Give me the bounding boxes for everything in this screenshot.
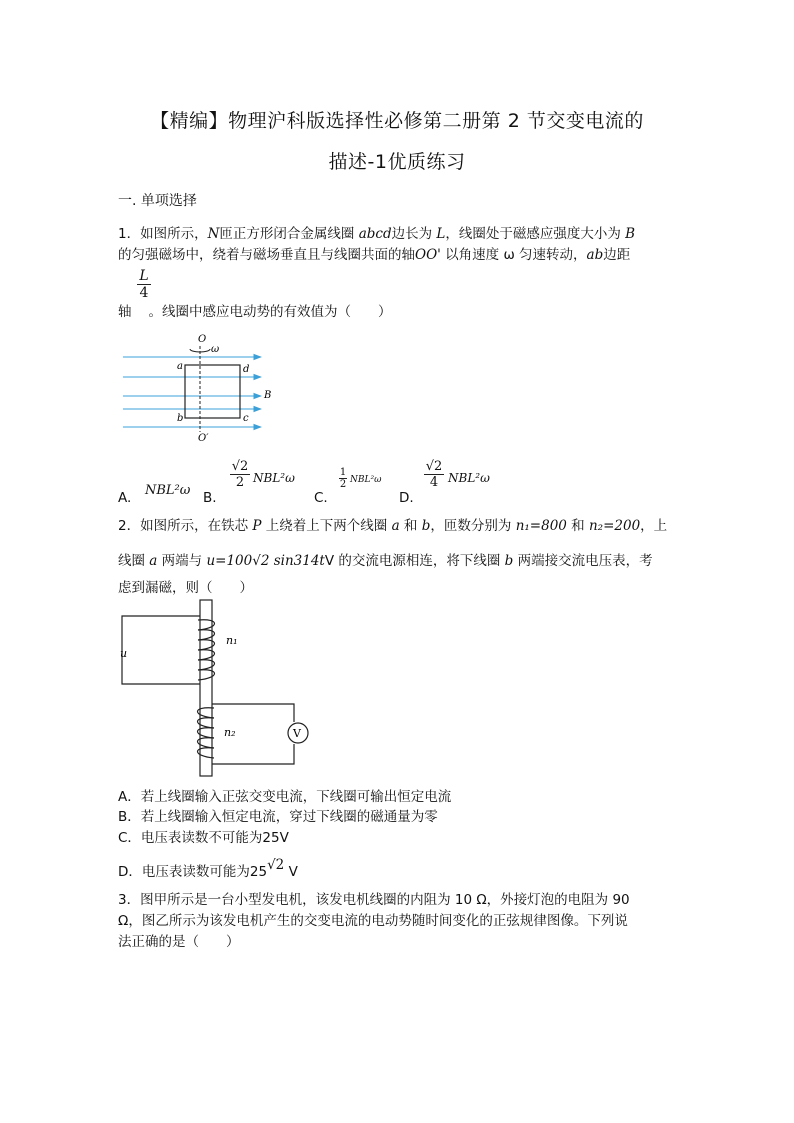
q1-line2: 的匀强磁场中，绕着与磁场垂直且与线圈共面的轴OO' 以角速度 ω 匀速转动，ab边距: [118, 247, 631, 263]
page-title-line2: 描述-1优质练习: [328, 151, 466, 173]
svg-text:V: V: [293, 727, 301, 740]
q1-option-c-value: NBL²ω: [350, 475, 382, 485]
q1-option-b-label: B.: [203, 490, 217, 506]
q2-line3: 虑到漏磁，则（ ）: [118, 580, 253, 596]
q1-option-a-value: NBL²ω: [145, 483, 191, 498]
q1-option-d-fraction: √2 4: [425, 459, 443, 490]
rotation-arrow-icon: [190, 349, 210, 352]
q1-figure: [118, 330, 278, 445]
q3-line3: 法正确的是（ ）: [118, 934, 240, 950]
iron-core: [200, 600, 212, 776]
svg-text:u: u: [120, 647, 128, 660]
svg-text:a: a: [177, 361, 183, 372]
q2-option-d: D．电压表读数可能为25√2 V: [118, 857, 298, 880]
q1-option-b-fraction: √2 2: [231, 459, 249, 490]
q2-line2: 线圈 a 两端与 u=100√2 sin314tV 的交流电源相连，将下线圈 b 两端接交流电压表，考: [118, 553, 653, 569]
square-coil: [185, 365, 240, 418]
q1-option-b-value: NBL²ω: [253, 471, 295, 485]
q1-line1: 1．如图所示，N匝正方形闭合金属线圈 abcd边长为 L，线圈处于磁感应强度大小为 B: [118, 226, 636, 242]
svg-text:O: O: [198, 334, 207, 345]
q2-option-c: C．电压表读数不可能为25V: [118, 830, 289, 846]
primary-circuit: [122, 616, 200, 684]
svg-text:n₁: n₁: [226, 634, 238, 647]
svg-text:n₂: n₂: [224, 726, 236, 739]
q3-line1: 3．图甲所示是一台小型发电机，该发电机线圈的内阻为 10 Ω，外接灯泡的电阻为 90: [118, 892, 630, 908]
q1-line3: 轴 。线圈中感应电动势的有效值为（ ）: [118, 304, 392, 320]
q1-option-c-label: C.: [314, 490, 328, 506]
q1-option-d-value: NBL²ω: [448, 471, 490, 485]
page-title-line1: 【精编】物理沪科版选择性必修第二册第 2 节交变电流的: [150, 110, 644, 132]
secondary-circuit-top: [212, 704, 294, 722]
svg-text:B: B: [264, 390, 272, 401]
q2-transformer-figure: [118, 598, 318, 778]
q1-fraction: L 4: [137, 268, 151, 301]
section-heading: 一. 单项选择: [118, 193, 197, 209]
q2-line1: 2．如图所示，在铁芯 P 上绕着上下两个线圈 a 和 b，匝数分别为 n₁=800 和 n₂=200，上: [118, 518, 668, 534]
q2-option-a: A．若上线圈输入正弦交变电流，下线圈可输出恒定电流: [118, 789, 452, 805]
q3-line2: Ω，图乙所示为该发电机产生的交变电流的电动势随时间变化的正弦规律图像。下列说: [118, 913, 628, 929]
svg-text:O′: O′: [198, 433, 209, 444]
q1-option-d-label: D.: [399, 490, 414, 506]
q2-option-b: B．若上线圈输入恒定电流，穿过下线圈的磁通量为零: [118, 809, 438, 825]
secondary-circuit-bottom: [212, 744, 294, 764]
svg-text:ω: ω: [211, 344, 220, 355]
q1-option-a-label: A.: [118, 490, 132, 506]
q1-option-c-fraction: 1 2: [339, 467, 347, 490]
svg-text:b: b: [177, 413, 184, 424]
svg-text:c: c: [243, 413, 249, 424]
svg-text:d: d: [243, 364, 250, 375]
